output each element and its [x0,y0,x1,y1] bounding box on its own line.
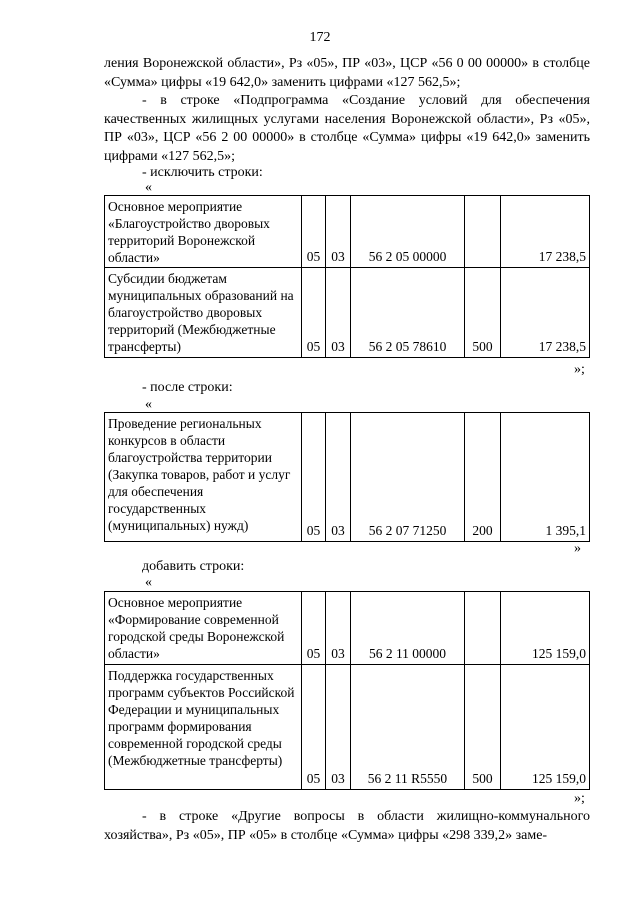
row-pr: 03 [326,592,351,665]
open-quote: « [145,180,152,195]
row-rz: 05 [302,413,326,542]
row-sum: 17 238,5 [501,196,590,268]
row-rz: 05 [302,665,326,790]
row-rz: 05 [302,268,326,358]
close-quote: » [574,541,581,556]
row-sum: 1 395,1 [501,413,590,542]
table-row [105,592,590,665]
table-row [105,413,590,542]
row-csr: 56 2 07 71250 [351,413,465,542]
row-sum: 125 159,0 [501,665,590,790]
row-pr: 03 [326,413,351,542]
table-after-row [104,412,590,542]
row-csr: 56 2 11 R5550 [351,665,465,790]
row-name: Проведение региональных конкурсов в области благоустройства территории (Закупка товаров, работ и услуг для обеспечения государственных (муниципальных) нужд) [105,413,302,542]
row-sum: 125 159,0 [501,592,590,665]
paragraph-continuation: ления Воронежской области», Рз «05», ПР «03», ЦСР «56 0 00 00000» в столбце «Сумма» цифры «19 642,0» заменить цифрами «127 562,5»; [104,56,590,90]
instruction-add: добавить строки: [142,559,245,574]
row-csr: 56 2 05 00000 [351,196,465,268]
table-row [105,196,590,268]
table-added-rows [104,591,590,790]
row-sum: 17 238,5 [501,268,590,358]
row-name: Поддержка государственных программ субъектов Российской Федерации и муниципальных программ формирования современной городской среды (Межбюджетные трансферты) [105,665,302,790]
row-vr: 200 [465,413,501,542]
row-vr [465,592,501,665]
table-excluded-rows [104,195,590,358]
row-name: Субсидии бюджетам муниципальных образований на благоустройство дворовых территорий (Межбюджетные трансферты) [105,268,302,358]
open-quote: « [145,575,152,590]
close-quote: »; [574,791,585,806]
table-row [105,268,590,358]
paragraph-other-questions: - в строке «Другие вопросы в области жилищно-коммунального хозяйства», Рз «05», ПР «05» в столбце «Сумма» цифры «298 339,2» заме- [104,809,590,843]
row-vr: 500 [465,665,501,790]
row-name: Основное мероприятие «Формирование современной городской среды Воронежской области» [105,592,302,665]
row-pr: 03 [326,268,351,358]
page-number: 172 [309,30,331,45]
open-quote: « [145,397,152,412]
paragraph-subprogram: - в строке «Подпрограмма «Создание условий для обеспечения качественных жилищных услугами населения Воронежской области», Рз «05», ПР «03», ЦСР «56 2 00 00000» в столбце «Сумма» цифры «19 642,0» заменить цифрами «127 562,5»; [104,93,590,164]
instruction-after: - после строки: [142,380,233,395]
row-rz: 05 [302,592,326,665]
row-vr: 500 [465,268,501,358]
row-csr: 56 2 05 78610 [351,268,465,358]
table-row [105,665,590,790]
instruction-exclude: - исключить строки: [142,165,263,180]
row-name: Основное мероприятие «Благоустройство дворовых территорий Воронежской области» [105,196,302,268]
close-quote: »; [574,362,585,377]
row-pr: 03 [326,665,351,790]
row-vr [465,196,501,268]
row-pr: 03 [326,196,351,268]
row-csr: 56 2 11 00000 [351,592,465,665]
row-rz: 05 [302,196,326,268]
